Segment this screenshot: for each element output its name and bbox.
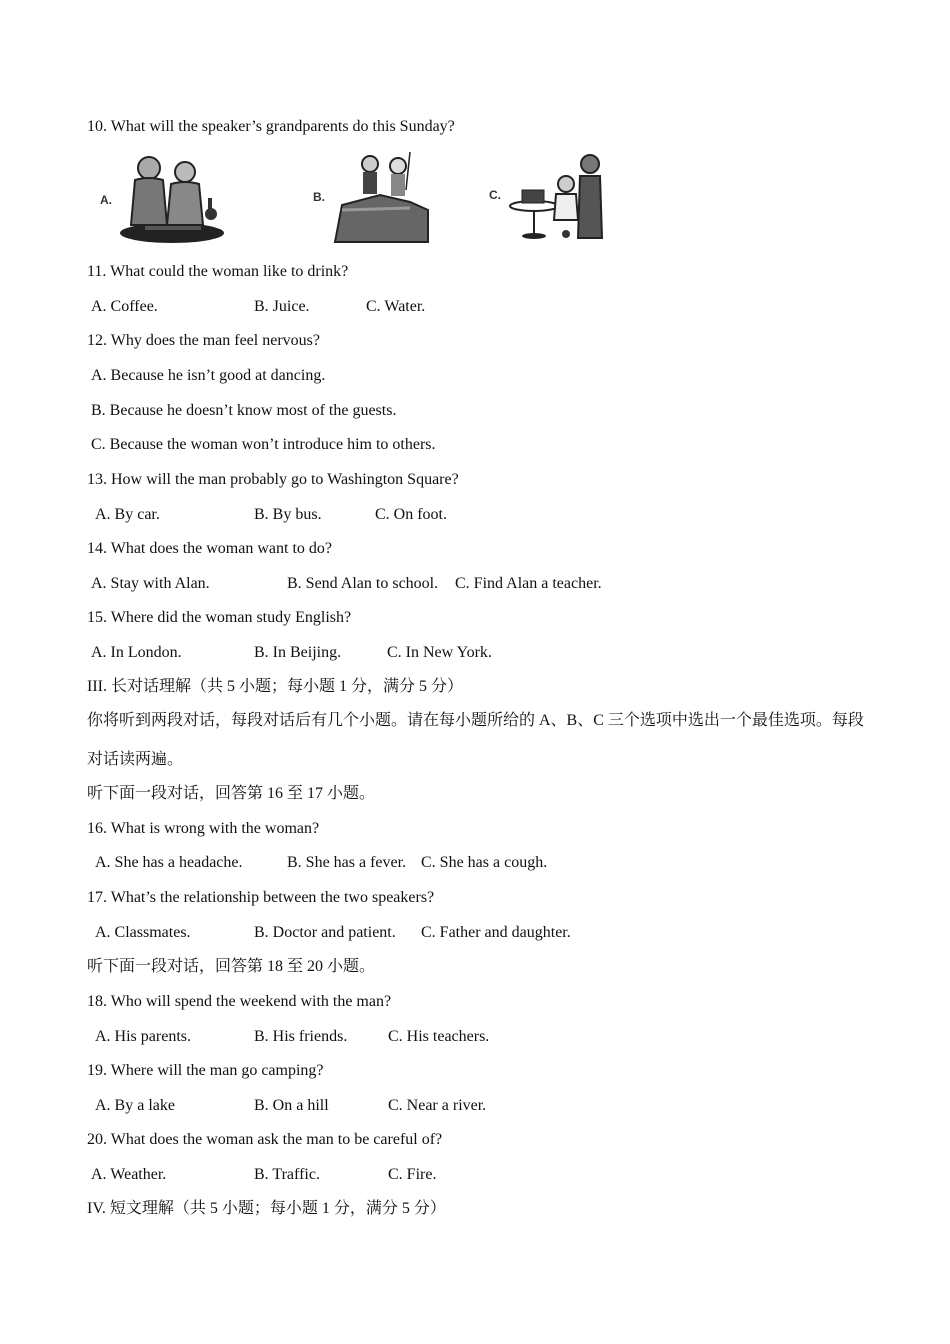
question-20: 20. What does the woman ask the man to be careful of? — [87, 1131, 443, 1148]
q16-option-a[interactable]: A. She has a headache. — [95, 854, 243, 871]
section-3-instruction: 你将听到两段对话，每段对话后有几个小题。请在每小题所给的 A、B、C 三个选项中选出一个最佳选项。每段对话读两遍。 — [87, 712, 864, 768]
q19-option-a[interactable]: A. By a lake — [95, 1097, 175, 1114]
dialog-1-instruction: 听下面一段对话，回答第 16 至 17 小题。 — [87, 785, 376, 802]
section-3-heading: III. 长对话理解（共 5 小题；每小题 1 分，满分 5 分） — [87, 678, 463, 695]
picture-option-b: B. — [310, 150, 450, 245]
q13-option-a[interactable]: A. By car. — [95, 506, 160, 523]
q12-option-c[interactable]: C. Because the woman won’t introduce him to others. — [91, 436, 436, 453]
grandparents-using-computer-icon — [486, 148, 611, 243]
question-17: 17. What’s the relationship between the two speakers? — [87, 889, 435, 906]
picture-option-c: C. — [486, 148, 611, 243]
q17-option-a[interactable]: A. Classmates. — [95, 924, 191, 941]
q12-option-a[interactable]: A. Because he isn’t good at dancing. — [91, 367, 326, 384]
q11-option-b[interactable]: B. Juice. — [254, 298, 310, 315]
question-15: 15. Where did the woman study English? — [87, 609, 352, 626]
q18-option-c[interactable]: C. His teachers. — [388, 1028, 490, 1045]
question-13: 13. How will the man probably go to Washington Square? — [87, 471, 459, 488]
q11-option-c[interactable]: C. Water. — [366, 298, 426, 315]
q14-option-b[interactable]: B. Send Alan to school. — [287, 575, 439, 592]
q12-option-b[interactable]: B. Because he doesn’t know most of the guests. — [91, 402, 397, 419]
question-18: 18. Who will spend the weekend with the man? — [87, 993, 392, 1010]
q19-option-c[interactable]: C. Near a river. — [388, 1097, 487, 1114]
q15-option-c[interactable]: C. In New York. — [387, 644, 492, 661]
question-16: 16. What is wrong with the woman? — [87, 820, 320, 837]
q16-option-b[interactable]: B. She has a fever. — [287, 854, 407, 871]
picture-option-a: A. — [97, 150, 237, 245]
q15-option-a[interactable]: A. In London. — [91, 644, 182, 661]
q18-option-b[interactable]: B. His friends. — [254, 1028, 348, 1045]
q15-option-b[interactable]: B. In Beijing. — [254, 644, 342, 661]
q20-option-a[interactable]: A. Weather. — [91, 1166, 167, 1183]
question-19: 19. Where will the man go camping? — [87, 1062, 324, 1079]
section-4-heading: IV. 短文理解（共 5 小题；每小题 1 分，满分 5 分） — [87, 1200, 446, 1217]
q11-option-a[interactable]: A. Coffee. — [91, 298, 158, 315]
q20-option-b[interactable]: B. Traffic. — [254, 1166, 320, 1183]
q17-option-b[interactable]: B. Doctor and patient. — [254, 924, 396, 941]
q17-option-c[interactable]: C. Father and daughter. — [421, 924, 571, 941]
grandparents-playing-chess-icon — [97, 150, 237, 245]
q14-option-c[interactable]: C. Find Alan a teacher. — [455, 575, 602, 592]
q20-option-c[interactable]: C. Fire. — [388, 1166, 437, 1183]
grandparents-hiking-icon — [310, 150, 450, 245]
q16-option-c[interactable]: C. She has a cough. — [421, 854, 548, 871]
question-10: 10. What will the speaker’s grandparents do this Sunday? — [87, 118, 455, 135]
q14-option-a[interactable]: A. Stay with Alan. — [91, 575, 210, 592]
dialog-2-instruction: 听下面一段对话，回答第 18 至 20 小题。 — [87, 958, 376, 975]
question-12: 12. Why does the man feel nervous? — [87, 332, 320, 349]
q19-option-b[interactable]: B. On a hill — [254, 1097, 329, 1114]
question-14: 14. What does the woman want to do? — [87, 540, 332, 557]
q13-option-c[interactable]: C. On foot. — [375, 506, 447, 523]
question-11: 11. What could the woman like to drink? — [87, 263, 349, 280]
q18-option-a[interactable]: A. His parents. — [95, 1028, 191, 1045]
q13-option-b[interactable]: B. By bus. — [254, 506, 322, 523]
